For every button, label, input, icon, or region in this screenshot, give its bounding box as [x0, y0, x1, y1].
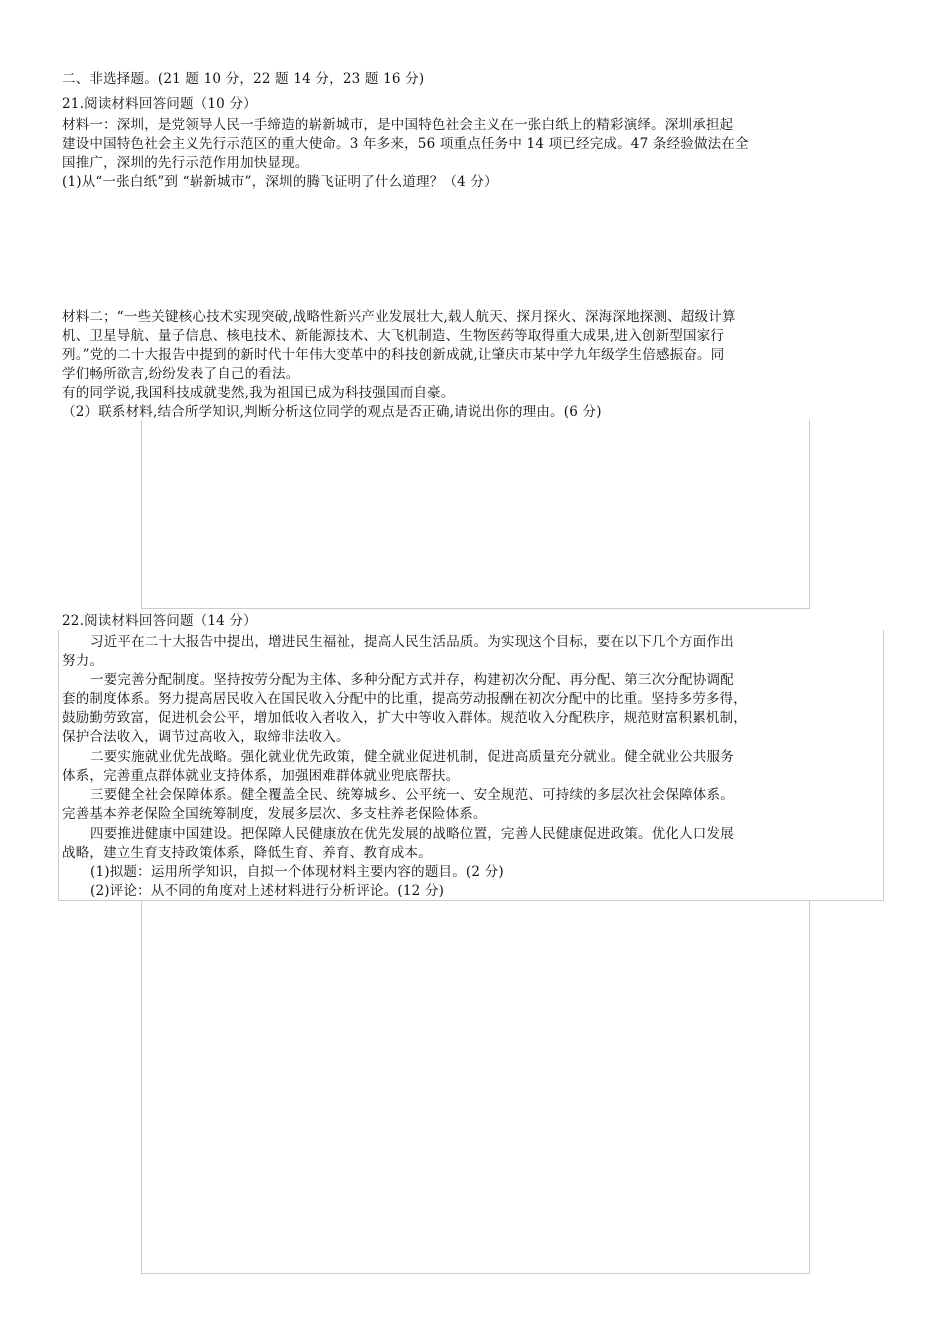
q21-material2-line: 机、卫星导航、量子信息、核电技术、新能源技术、大飞机制造、生物医药等取得重大成果,进入创新型国家行	[62, 328, 725, 344]
q21-material1-line: 建设中国特色社会主义先行示范区的重大使命。3 年多来，56 项重点任务中 14 项已经完成。47 条经验做法在全	[62, 136, 749, 152]
q22-subquestion-2: (2)评论：从不同的角度对上述材料进行分析评论。(12 分)	[90, 883, 445, 899]
q22-paragraph-line: 习近平在二十大报告中提出，增进民生福祉，提高人民生活品质。为实现这个目标，要在以下几个方面作出	[90, 634, 734, 650]
q22-paragraph-line: 体系，完善重点群体就业支持体系，加强困难群体就业兜底帮扶。	[62, 768, 460, 784]
q22-title: 22.阅读材料回答问题（14 分）	[62, 613, 257, 629]
q22-paragraph-line: 四要推进健康中国建设。把保障人民健康放在优先发展的战略位置，完善人民健康促进政策。优化人口发展	[90, 826, 734, 842]
q21-subquestion-1: (1)从“一张白纸”到 “崭新城市”，深圳的腾飞证明了什么道理？（4 分）	[62, 174, 498, 190]
q21-material2-line: 学们畅所欲言,纷纷发表了自己的看法。	[62, 366, 300, 382]
q22-paragraph-line: 套的制度体系。努力提高居民收入在国民收入分配中的比重，提高劳动报酬在初次分配中的比重。坚持多劳多得，	[62, 691, 747, 707]
q21-subquestion-2: （2）联系材料,结合所学知识,判断分析这位同学的观点是否正确,请说出你的理由。(6 分)	[62, 404, 602, 420]
q21-material1-line: 国推广，深圳的先行示范作用加快显现。	[62, 155, 309, 171]
q21-material2-line: 列。”党的二十大报告中提到的新时代十年伟大变革中的科技创新成就,让肇庆市某中学九年级学生倍感振奋。同	[62, 347, 725, 363]
answer-box-21-2	[141, 420, 810, 609]
q21-title: 21.阅读材料回答问题（10 分）	[62, 96, 257, 112]
q22-paragraph-line: 完善基本养老保险全国统筹制度，发展多层次、多支柱养老保险体系。	[62, 806, 487, 822]
answer-box-22-2	[141, 900, 810, 1274]
q22-paragraph-line: 二要实施就业优先战略。强化就业优先政策，健全就业促进机制，促进高质量充分就业。健全就业公共服务	[90, 749, 734, 765]
q21-material1-line: 材料一：深圳，是党领导人民一手缔造的崭新城市，是中国特色社会主义在一张白纸上的精彩演绎。深圳承担起	[62, 117, 734, 133]
q22-paragraph-line: 保护合法收入，调节过高收入，取缔非法收入。	[62, 729, 350, 745]
q22-paragraph-line: 一要完善分配制度。坚持按劳分配为主体、多种分配方式并存，构建初次分配、再分配、第三次分配协调配	[90, 672, 734, 688]
q22-paragraph-line: 鼓励勤劳致富，促进机会公平，增加低收入者收入，扩大中等收入群体。规范收入分配秩序，规范财富积累机制，	[62, 710, 747, 726]
q22-subquestion-1: (1)拟题：运用所学知识，自拟一个体现材料主要内容的题目。(2 分)	[90, 864, 504, 880]
section-header: 二、非选择题。(21 题 10 分，22 题 14 分，23 题 16 分)	[62, 71, 425, 87]
q21-material2-line: 有的同学说,我国科技成就斐然,我为祖国已成为科技强国而自豪。	[62, 385, 455, 401]
q22-paragraph-line: 战略，建立生育支持政策体系，降低生育、养育、教育成本。	[62, 845, 432, 861]
q22-paragraph-line: 努力。	[62, 653, 104, 669]
q21-material2-line: 材料二；“一些关键核心技术实现突破,战略性新兴产业发展壮大,载人航天、探月探火、深海深地探测、超级计算	[62, 309, 736, 325]
q22-paragraph-line: 三要健全社会保障体系。健全覆盖全民、统筹城乡、公平统一、安全规范、可持续的多层次社会保障体系。	[90, 787, 734, 803]
